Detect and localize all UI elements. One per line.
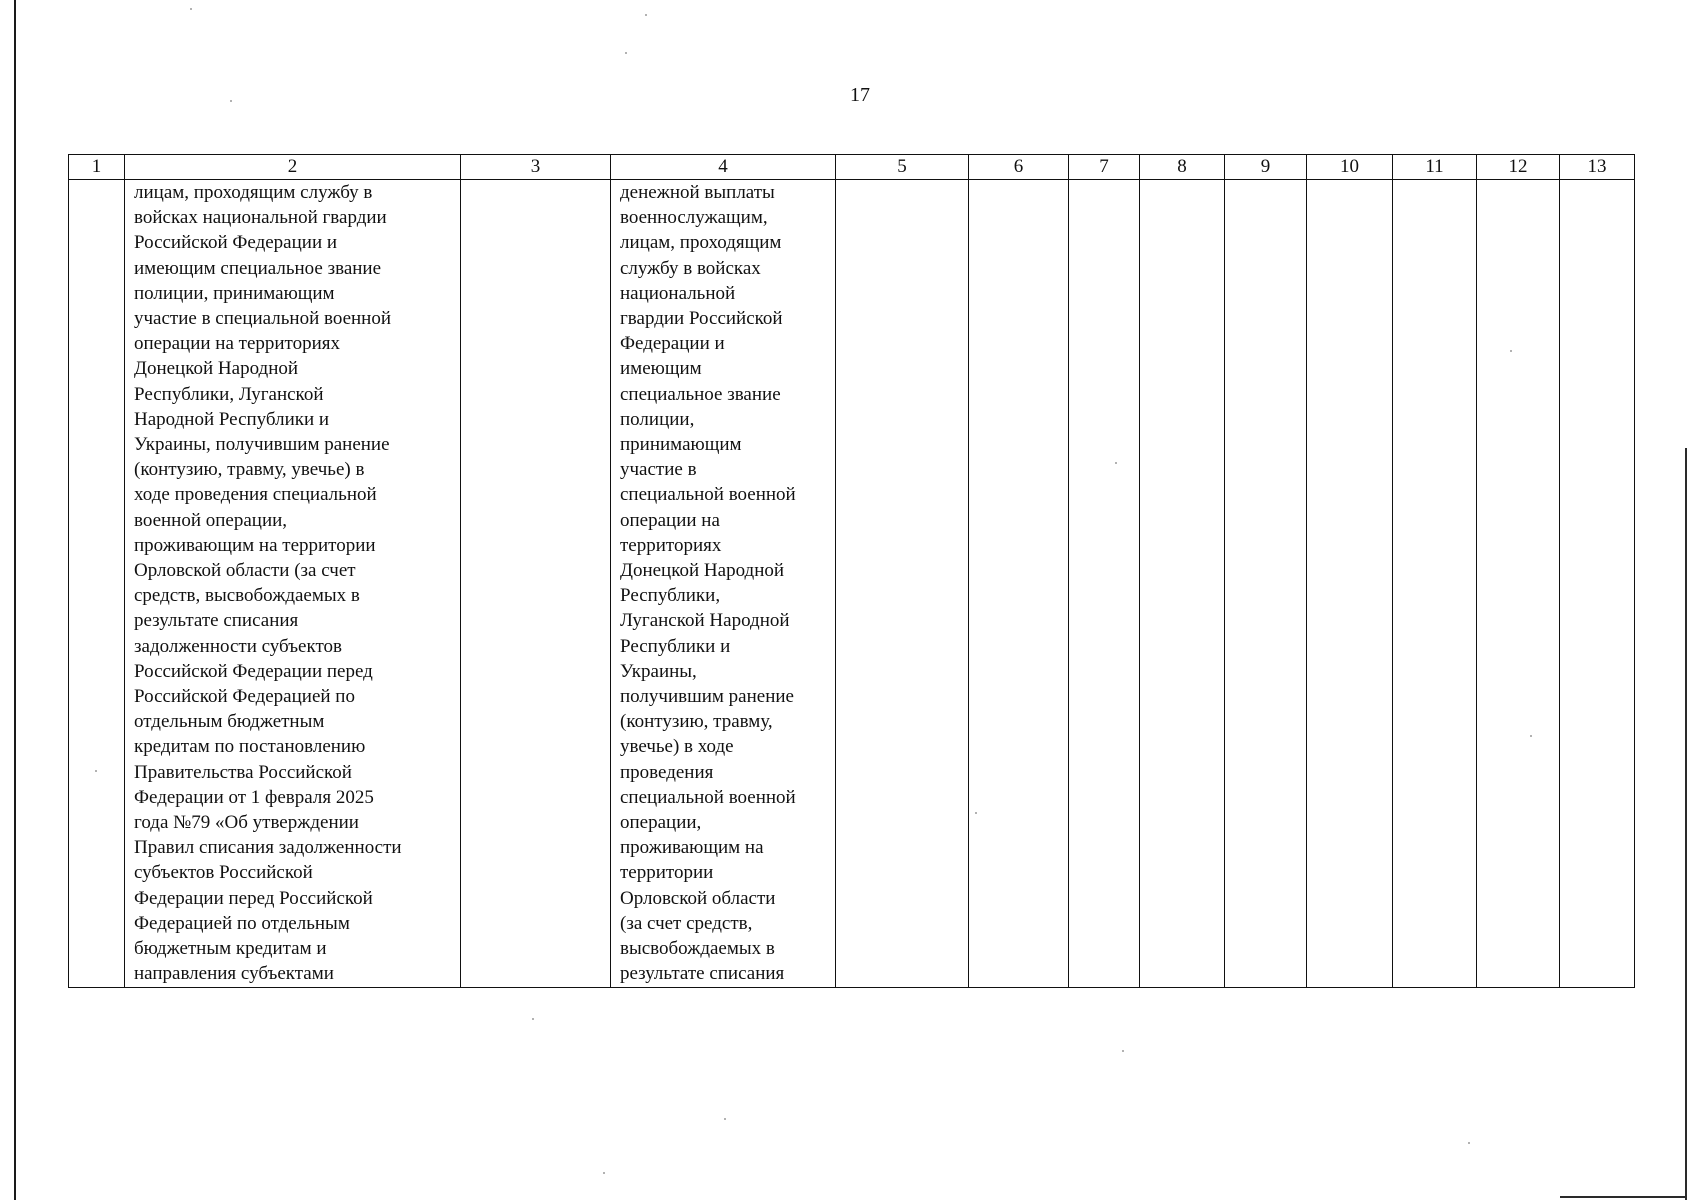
table-row	[69, 180, 1635, 988]
column-header-4: 4	[611, 155, 836, 180]
cell-col-6	[969, 180, 1069, 988]
column-header-2: 2	[125, 155, 461, 180]
scan-speck	[230, 100, 232, 102]
column-header-10: 10	[1307, 155, 1393, 180]
column-header-11: 11	[1393, 155, 1477, 180]
cell-text-recipients: лицам, проходящим службу в войсках национальной гвардии Российской Федерации и имеющим специальное звание полиции, принимающим участие в специальной военной операции на территориях Донецкой Народной Республики, Луганской Народной Республики и Украины, получившим ранение (контузию, травму, увечье) в ходе проведения специальной военной операции, проживающим на территории Орловской области (за счет средств, высвобождаемых в результате списания задолженности субъектов Российской Федерации перед Российской Федерацией по отдельным бюджетным кредитам по постановлению Правительства Российской Федерации от 1 февраля 2025 года №79 «Об утверждении Правил списания задолженности субъектов Российской Федерации перед Российской Федерацией по отдельным бюджетным кредитам и направления субъектами	[134, 182, 402, 985]
scan-edge-right	[1685, 448, 1687, 1200]
column-header-7: 7	[1069, 155, 1140, 180]
column-header-8: 8	[1140, 155, 1225, 180]
scan-speck	[603, 1172, 605, 1174]
scan-speck	[1122, 1050, 1124, 1052]
column-header-1: 1	[69, 155, 125, 180]
header-row	[69, 155, 1635, 180]
cell-col-2	[125, 180, 461, 988]
scan-speck	[532, 1018, 534, 1020]
column-header-13: 13	[1560, 155, 1635, 180]
column-header-12: 12	[1477, 155, 1560, 180]
page-number: 17	[850, 84, 870, 106]
scan-edge-left	[14, 0, 16, 1200]
cell-col-1	[69, 180, 125, 988]
column-header-3: 3	[461, 155, 611, 180]
cell-text-payment: денежной выплаты военнослужащим, лицам, проходящим службу в войсках национальной гвардии Российской Федерации и имеющим специальное звание полиции, принимающим участие в специальной военной операции на территориях Донецкой Народной Республики, Луганской Народной Республики и Украины, получившим ранение (контузию, травму, увечье) в ходе проведения специальной военной операции, проживающим на территории Орловской области (за счет средств, высвобождаемых в результате списания	[620, 182, 796, 985]
cell-col-3	[461, 180, 611, 988]
scan-speck	[190, 8, 192, 10]
scan-speck	[1468, 1142, 1470, 1144]
cell-col-12	[1477, 180, 1560, 988]
scan-speck	[625, 52, 627, 54]
cell-col-4	[611, 180, 836, 988]
column-header-9: 9	[1225, 155, 1307, 180]
column-header-6: 6	[969, 155, 1069, 180]
cell-col-7	[1069, 180, 1140, 988]
cell-col-11	[1393, 180, 1477, 988]
cell-col-5	[836, 180, 969, 988]
column-header-5: 5	[836, 155, 969, 180]
cell-col-13	[1560, 180, 1635, 988]
cell-col-10	[1307, 180, 1393, 988]
document-table	[68, 154, 1635, 988]
scan-edge-bottom	[1560, 1196, 1686, 1198]
scan-speck	[724, 1118, 726, 1120]
cell-col-9	[1225, 180, 1307, 988]
cell-col-8	[1140, 180, 1225, 988]
scan-speck	[645, 14, 647, 16]
